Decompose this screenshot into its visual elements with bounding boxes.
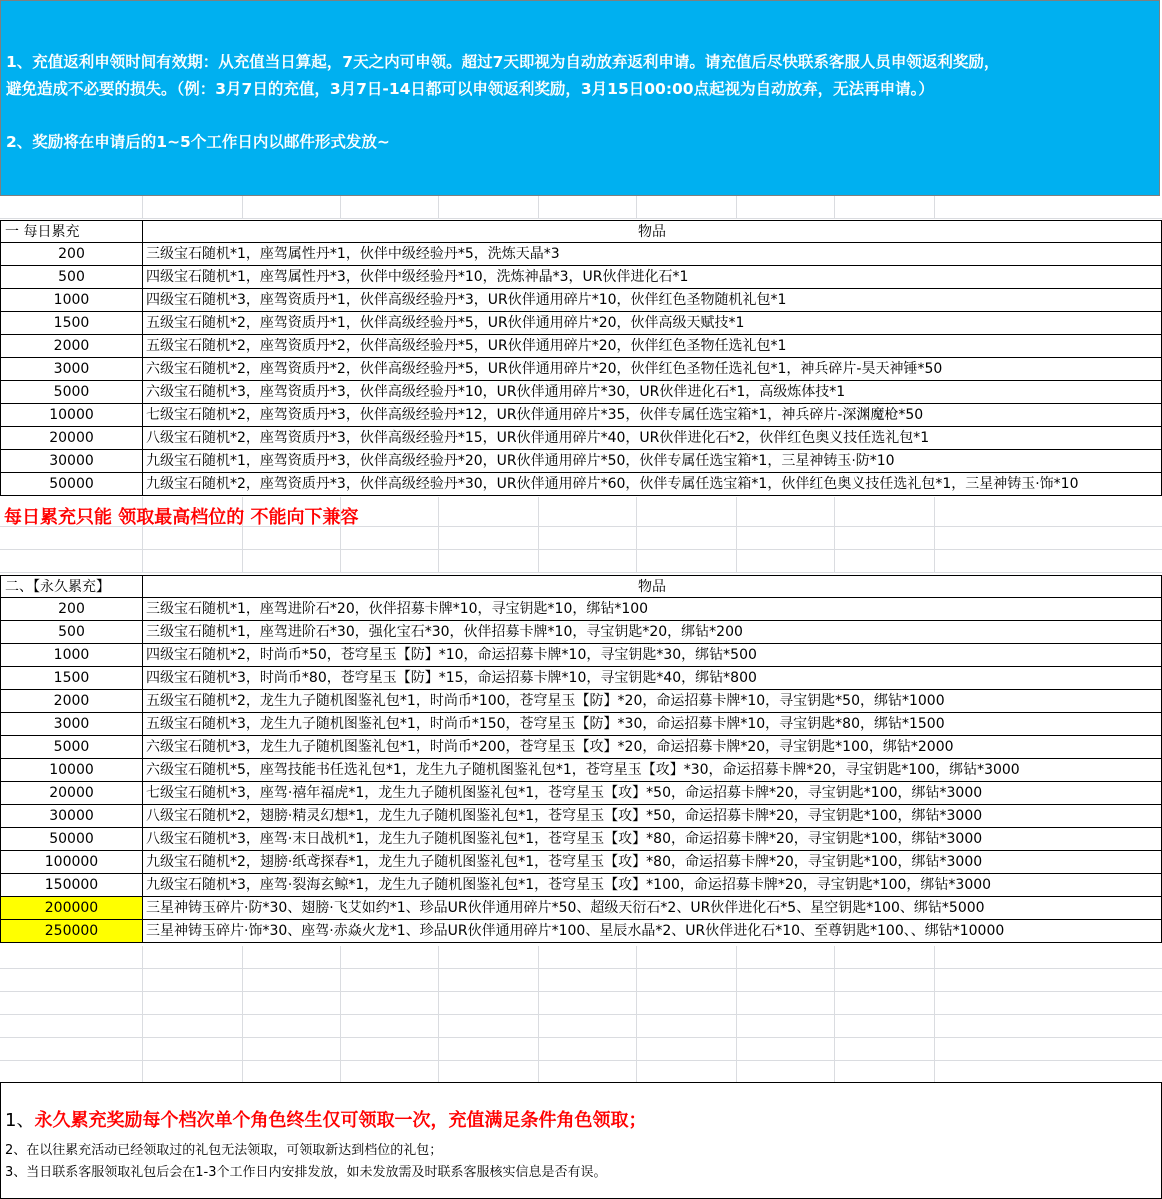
tier-items: 四级宝石随机*1，座驾属性丹*3，伙伴中级经验丹*10，洗炼神晶*3，UR伙伴进化石*1 bbox=[142, 266, 1162, 289]
daily-header-items: 物品 bbox=[142, 220, 1162, 243]
footer-note-1-text: 永久累充奖励每个档次单个角色终生仅可领取一次，充值满足条件角色领取； bbox=[34, 1110, 647, 1131]
table-row bbox=[0, 621, 1162, 644]
table-row bbox=[0, 736, 1162, 759]
permanent-header-row bbox=[0, 575, 1162, 598]
table-row bbox=[0, 473, 1162, 496]
tier-items: 三级宝石随机*1，座驾属性丹*1，伙伴中级经验丹*5，洗炼天晶*3 bbox=[142, 243, 1162, 266]
table-row bbox=[0, 920, 1162, 943]
tier-items: 六级宝石随机*2，座驾资质丹*2，伙伴高级经验丹*5，UR伙伴通用碎片*20，伙伴红色圣物任选礼包*1，神兵碎片-昊天神锤*50 bbox=[142, 358, 1162, 381]
banner-line-3: 2、奖励将在申请后的1~5个工作日内以邮件形式发放~ bbox=[6, 133, 390, 151]
table-row bbox=[0, 450, 1162, 473]
tier-items: 五级宝石随机*2，龙生九子随机图鉴礼包*1，时尚币*100，苍穹星玉【防】*20，命运招募卡牌*10，寻宝钥匙*50，绑钻*1000 bbox=[142, 690, 1162, 713]
top-banner bbox=[0, 0, 1160, 196]
tier-amount: 3000 bbox=[0, 358, 142, 381]
tier-amount: 10000 bbox=[0, 759, 142, 782]
table-row bbox=[0, 289, 1162, 312]
table-row bbox=[0, 874, 1162, 897]
tier-items: 八级宝石随机*2，座驾资质丹*3，伙伴高级经验丹*15，UR伙伴通用碎片*40，UR伙伴进化石*2，伙伴红色奥义技任选礼包*1 bbox=[142, 427, 1162, 450]
tier-amount: 500 bbox=[0, 266, 142, 289]
empty-grid-row bbox=[0, 969, 1162, 992]
tier-items: 七级宝石随机*3，座驾·禧年福虎*1，龙生九子随机图鉴礼包*1，苍穹星玉【攻】*50，命运招募卡牌*20，寻宝钥匙*100，绑钻*3000 bbox=[142, 782, 1162, 805]
tier-items: 九级宝石随机*3，座驾·裂海玄鲸*1，龙生九子随机图鉴礼包*1，苍穹星玉【攻】*100，命运招募卡牌*20，寻宝钥匙*100，绑钻*3000 bbox=[142, 874, 1162, 897]
tier-amount: 10000 bbox=[0, 404, 142, 427]
tier-items: 九级宝石随机*1，座驾资质丹*3，伙伴高级经验丹*20，UR伙伴通用碎片*50，伙伴专属任选宝箱*1，三星神铸玉·防*10 bbox=[142, 450, 1162, 473]
tier-items: 八级宝石随机*3，座驾·末日战机*1，龙生九子随机图鉴礼包*1，苍穹星玉【攻】*80，命运招募卡牌*20，寻宝钥匙*100，绑钻*3000 bbox=[142, 828, 1162, 851]
table-row bbox=[0, 358, 1162, 381]
tier-amount: 200000 bbox=[0, 897, 142, 920]
tier-items: 五级宝石随机*3，龙生九子随机图鉴礼包*1，时尚币*150，苍穹星玉【防】*30，命运招募卡牌*10，寻宝钥匙*80，绑钻*1500 bbox=[142, 713, 1162, 736]
daily-note: 每日累充只能 领取最高档位的 不能向下兼容 bbox=[4, 507, 359, 528]
tier-items: 六级宝石随机*3，座驾资质丹*3，伙伴高级经验丹*10，UR伙伴通用碎片*30，UR伙伴进化石*1，高级炼体技*1 bbox=[142, 381, 1162, 404]
footer-note-3: 3、当日联系客服领取礼包后会在1-3个工作日内安排发放，如未发放需及时联系客服核实信息是否有误。 bbox=[5, 1165, 607, 1180]
empty-grid-row bbox=[0, 1038, 1162, 1061]
empty-grid-row bbox=[0, 1015, 1162, 1038]
table-row bbox=[0, 312, 1162, 335]
tier-amount: 5000 bbox=[0, 381, 142, 404]
tier-amount: 1000 bbox=[0, 644, 142, 667]
empty-grid-row bbox=[0, 527, 1162, 550]
tier-amount: 100000 bbox=[0, 851, 142, 874]
tier-amount: 150000 bbox=[0, 874, 142, 897]
tier-amount: 3000 bbox=[0, 713, 142, 736]
tier-amount: 50000 bbox=[0, 473, 142, 496]
banner-line-1: 1、充值返利申领时间有效期：从充值当日算起，7天之内可申领。超过7天即视为自动放弃返利申请。请充值后尽快联系客服人员申领返利奖励， bbox=[6, 53, 1000, 71]
tier-items: 九级宝石随机*2，座驾资质丹*3，伙伴高级经验丹*30，UR伙伴通用碎片*60，伙伴专属任选宝箱*1，伙伴红色奥义技任选礼包*1，三星神铸玉·饰*10 bbox=[142, 473, 1162, 496]
tier-items: 九级宝石随机*2，翅膀·纸鸢探春*1，龙生九子随机图鉴礼包*1，苍穹星玉【攻】*80，命运招募卡牌*20，寻宝钥匙*100，绑钻*3000 bbox=[142, 851, 1162, 874]
daily-header-row bbox=[0, 220, 1162, 243]
tier-items: 三星神铸玉碎片·饰*30、座驾·赤焱火龙*1、珍品UR伙伴通用碎片*100、星辰水晶*2、UR伙伴进化石*10、至尊钥匙*100、、绑钻*10000 bbox=[142, 920, 1162, 943]
table-row bbox=[0, 667, 1162, 690]
table-row bbox=[0, 759, 1162, 782]
tier-amount: 2000 bbox=[0, 690, 142, 713]
tier-amount: 500 bbox=[0, 621, 142, 644]
empty-grid-row bbox=[0, 992, 1162, 1015]
permanent-header-amount: 二、【永久累充】 bbox=[0, 575, 142, 598]
tier-amount: 250000 bbox=[0, 920, 142, 943]
table-row bbox=[0, 690, 1162, 713]
table-row bbox=[0, 805, 1162, 828]
empty-grid-row bbox=[0, 946, 1162, 969]
table-row bbox=[0, 598, 1162, 621]
table-row bbox=[0, 644, 1162, 667]
footer-note-2: 2、在以往累充活动已经领取过的礼包无法领取，可领取新达到档位的礼包； bbox=[5, 1143, 443, 1158]
footer-note-1 bbox=[5, 1106, 646, 1132]
tier-amount: 1000 bbox=[0, 289, 142, 312]
empty-grid-row bbox=[0, 196, 1162, 219]
tier-items: 六级宝石随机*3，龙生九子随机图鉴礼包*1，时尚币*200，苍穹星玉【攻】*20，命运招募卡牌*20，寻宝钥匙*100，绑钻*2000 bbox=[142, 736, 1162, 759]
tier-items: 三星神铸玉碎片·防*30、翅膀·飞艾如约*1、珍品UR伙伴通用碎片*50、超级天衍石*2、UR伙伴进化石*5、星空钥匙*100、绑钻*5000 bbox=[142, 897, 1162, 920]
tier-amount: 50000 bbox=[0, 828, 142, 851]
tier-items: 五级宝石随机*2，座驾资质丹*2，伙伴高级经验丹*5，UR伙伴通用碎片*20，伙伴红色圣物任选礼包*1 bbox=[142, 335, 1162, 358]
tier-items: 四级宝石随机*3，座驾资质丹*1，伙伴高级经验丹*3，UR伙伴通用碎片*10，伙伴红色圣物随机礼包*1 bbox=[142, 289, 1162, 312]
table-row bbox=[0, 266, 1162, 289]
tier-items: 四级宝石随机*2，时尚币*50，苍穹星玉【防】*10，命运招募卡牌*10，寻宝钥匙*30，绑钻*500 bbox=[142, 644, 1162, 667]
tier-items: 四级宝石随机*3，时尚币*80，苍穹星玉【防】*15，命运招募卡牌*10，寻宝钥匙*40，绑钻*800 bbox=[142, 667, 1162, 690]
table-row bbox=[0, 381, 1162, 404]
table-row bbox=[0, 427, 1162, 450]
tier-items: 三级宝石随机*1，座驾进阶石*30，强化宝石*30，伙伴招募卡牌*10，寻宝钥匙*20，绑钻*200 bbox=[142, 621, 1162, 644]
tier-amount: 5000 bbox=[0, 736, 142, 759]
tier-amount: 30000 bbox=[0, 450, 142, 473]
tier-items: 八级宝石随机*2，翅膀·精灵幻想*1，龙生九子随机图鉴礼包*1，苍穹星玉【攻】*50，命运招募卡牌*20，寻宝钥匙*100，绑钻*3000 bbox=[142, 805, 1162, 828]
daily-header-amount: 一 每日累充 bbox=[0, 220, 142, 243]
empty-grid-row bbox=[0, 550, 1162, 573]
table-row bbox=[0, 828, 1162, 851]
tier-items: 七级宝石随机*2，座驾资质丹*3，伙伴高级经验丹*12，UR伙伴通用碎片*35，伙伴专属任选宝箱*1，神兵碎片-深渊魔枪*50 bbox=[142, 404, 1162, 427]
tier-amount: 2000 bbox=[0, 335, 142, 358]
banner-line-2: 避免造成不必要的损失。（例：3月7日的充值，3月7日-14日都可以申领返利奖励，3月15日00:00点起视为自动放弃，无法再申请。） bbox=[6, 80, 934, 98]
tier-amount: 20000 bbox=[0, 427, 142, 450]
permanent-header-items: 物品 bbox=[142, 575, 1162, 598]
tier-amount: 1500 bbox=[0, 667, 142, 690]
table-row bbox=[0, 897, 1162, 920]
table-row bbox=[0, 713, 1162, 736]
empty-grid-row bbox=[0, 1061, 1162, 1084]
table-row bbox=[0, 782, 1162, 805]
table-row bbox=[0, 851, 1162, 874]
tier-items: 六级宝石随机*5，座驾技能书任选礼包*1，龙生九子随机图鉴礼包*1，苍穹星玉【攻】*30，命运招募卡牌*20，寻宝钥匙*100，绑钻*3000 bbox=[142, 759, 1162, 782]
footer-notes bbox=[0, 1082, 1162, 1199]
tier-items: 五级宝石随机*2，座驾资质丹*1，伙伴高级经验丹*5，UR伙伴通用碎片*20，伙伴高级天赋技*1 bbox=[142, 312, 1162, 335]
table-row bbox=[0, 335, 1162, 358]
tier-amount: 200 bbox=[0, 598, 142, 621]
table-row bbox=[0, 404, 1162, 427]
tier-amount: 30000 bbox=[0, 805, 142, 828]
tier-amount: 20000 bbox=[0, 782, 142, 805]
tier-amount: 200 bbox=[0, 243, 142, 266]
tier-items: 三级宝石随机*1，座驾进阶石*20，伙伴招募卡牌*10，寻宝钥匙*10，绑钻*100 bbox=[142, 598, 1162, 621]
tier-amount: 1500 bbox=[0, 312, 142, 335]
footer-note-1-prefix: 1、 bbox=[5, 1110, 35, 1131]
table-row bbox=[0, 243, 1162, 266]
